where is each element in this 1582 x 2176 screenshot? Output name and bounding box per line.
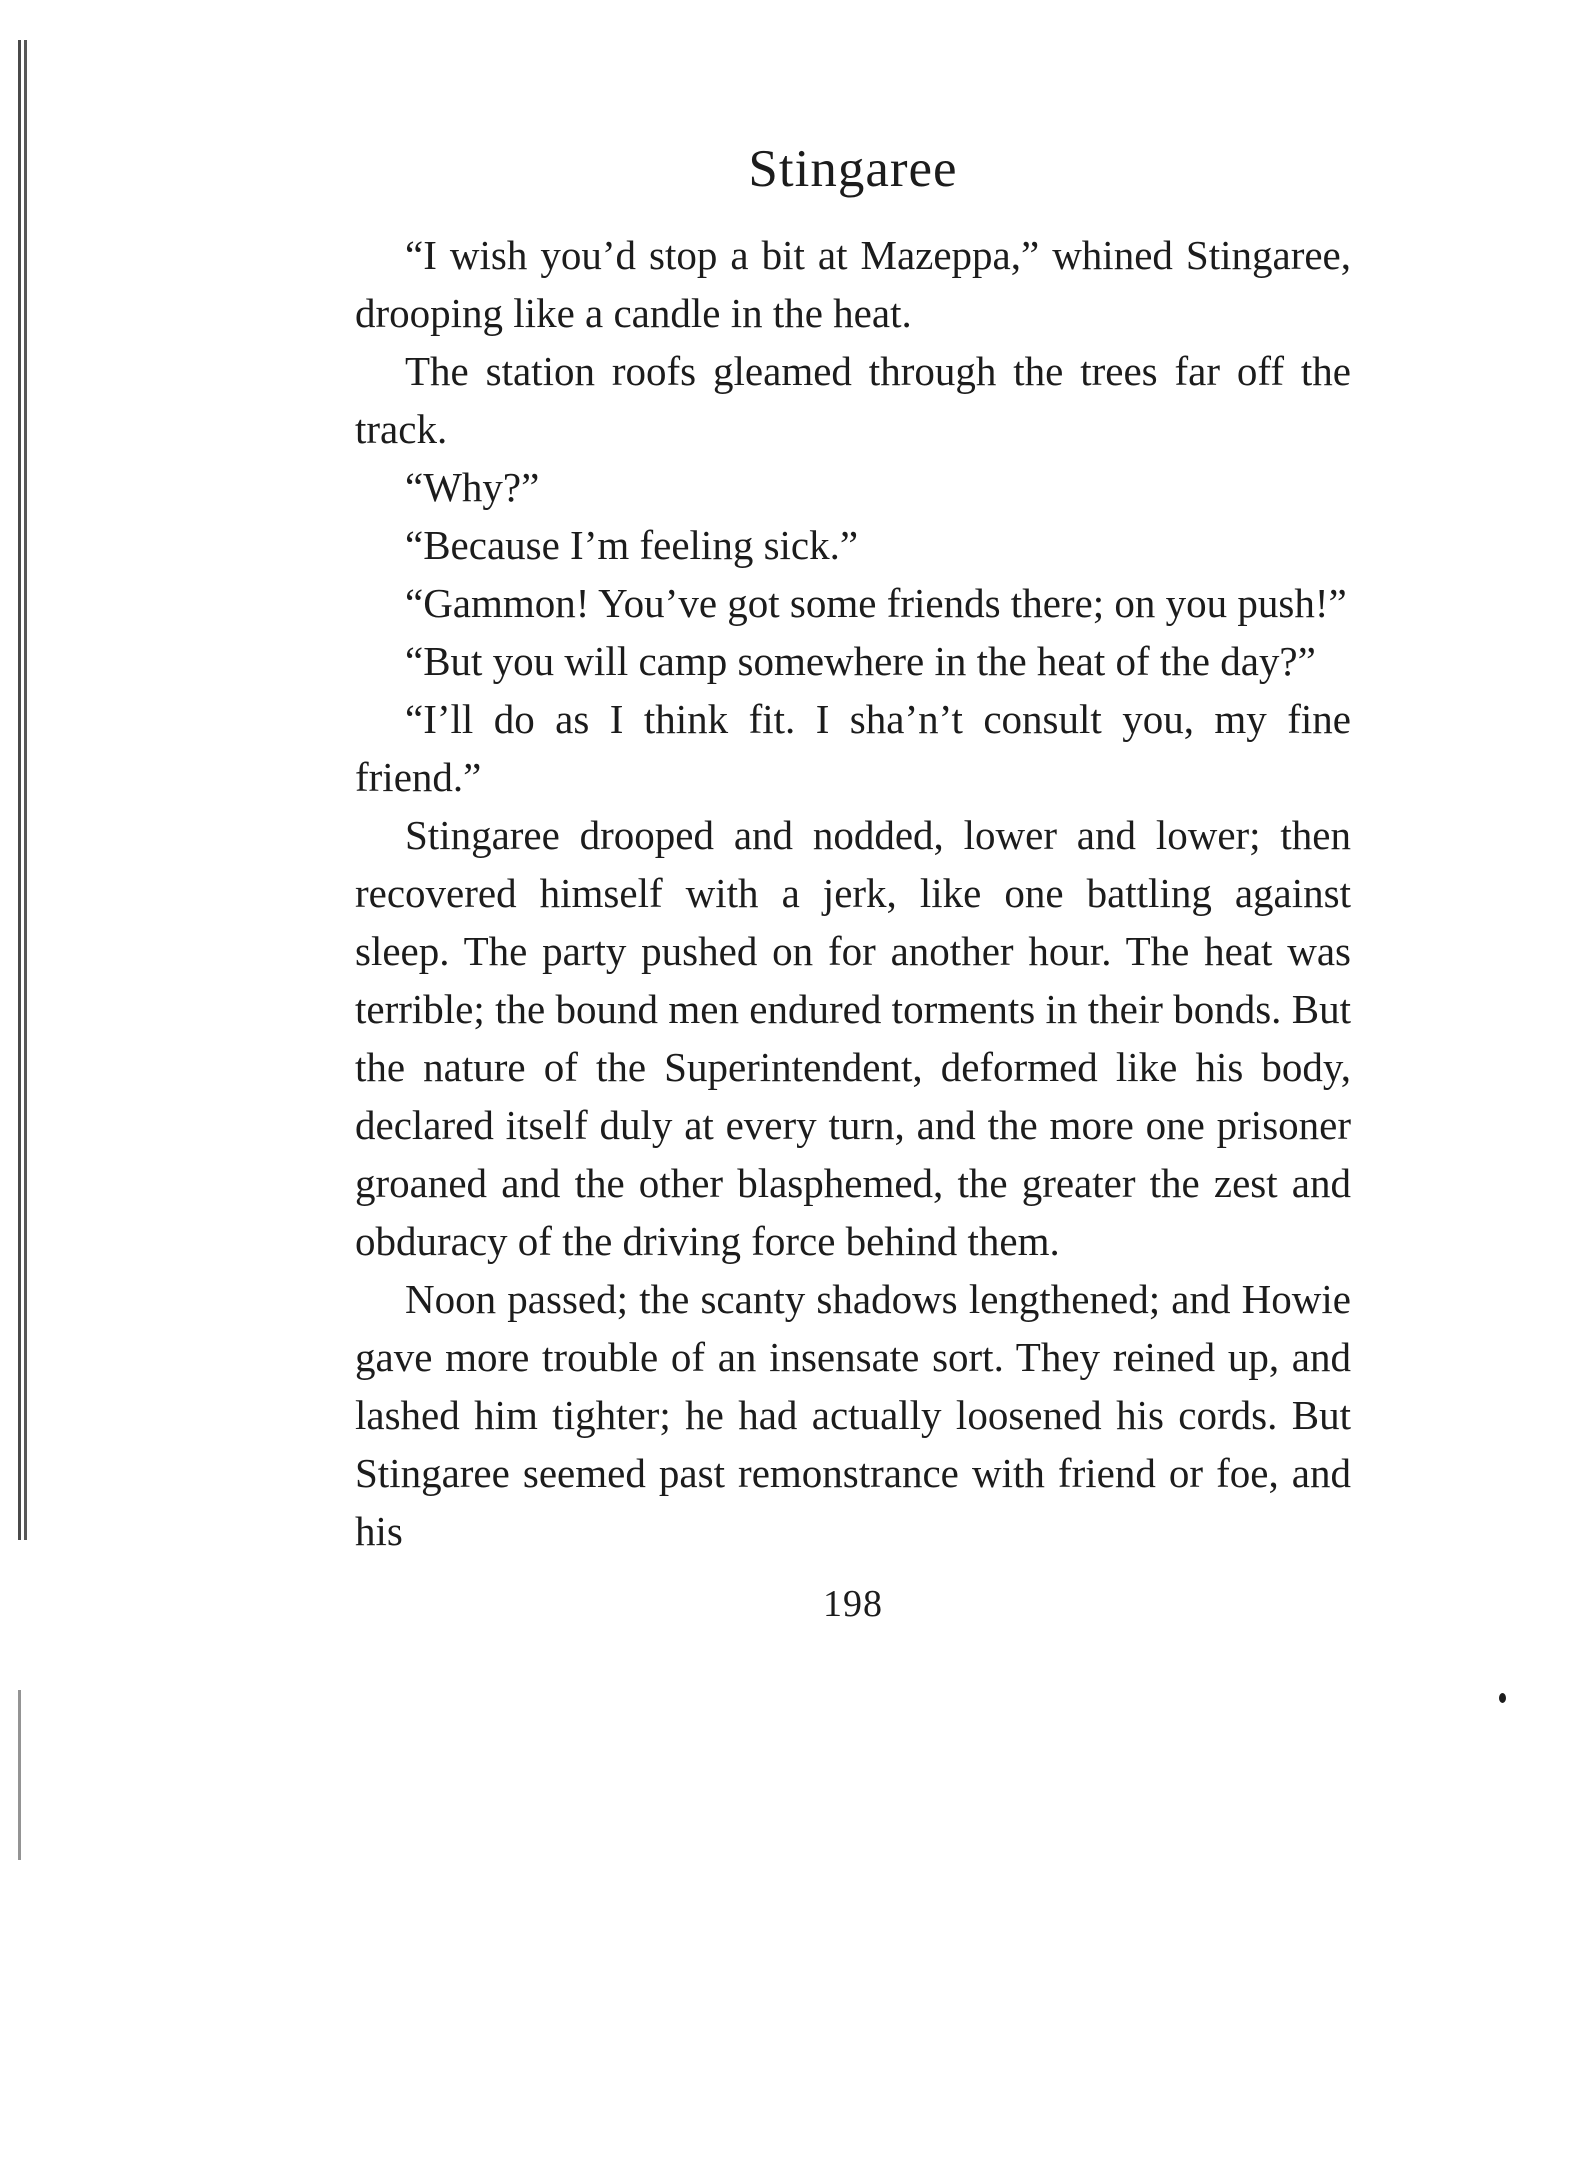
page-number: 198 <box>823 1583 883 1626</box>
ink-speck <box>1499 1693 1506 1703</box>
body-text <box>355 226 1351 1560</box>
paragraph-5: “Gammon! You’ve got some friends there; on you push!” <box>405 580 1347 627</box>
paragraph-7: “I’ll do as I think fit. I sha’n’t consult you, my fine friend.” <box>355 696 1351 801</box>
paragraph-2: The station roofs gleamed through the trees far off the track. <box>355 348 1351 453</box>
scanned-binding-edge-lower <box>18 1690 24 1860</box>
paragraph-4: “Because I’m feeling sick.” <box>405 522 859 569</box>
paragraph-1: “I wish you’d stop a bit at Mazeppa,” whined Stingaree, drooping like a candle in the heat. <box>355 232 1351 337</box>
paragraph-9: Noon passed; the scanty shadows lengthened; and Howie gave more trouble of an insensate sort. They reined up, and lashed him tighter; he had actually loosened his cords. But Stingaree seemed past remonstrance with friend or foe, and his <box>355 1276 1351 1555</box>
paragraph-3: “Why?” <box>405 464 540 511</box>
paragraph-8: Stingaree drooped and nodded, lower and lower; then recovered himself with a jerk, like one battling against sleep. The party pushed on for another hour. The heat was terrible; the bound men endured torments in their bonds. But the nature of the Superintendent, deformed like his body, declared itself duly at every turn, and the more one prisoner groaned and the other blasphemed, the greater the zest and obduracy of the driving force behind them. <box>355 812 1351 1265</box>
paragraph-6: “But you will camp somewhere in the heat of the day?” <box>405 638 1316 685</box>
book-page <box>355 140 1351 1626</box>
scanned-binding-edge <box>18 40 32 1540</box>
running-title: Stingaree <box>748 140 958 198</box>
